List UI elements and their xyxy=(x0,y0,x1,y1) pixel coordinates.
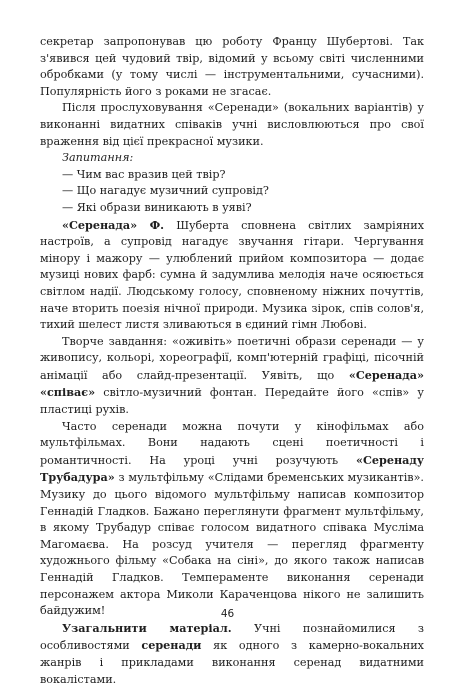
creative-task-text-1: Творче завдання: «оживіть» поетичні образи серенади — у живопису, кольорі, хореографії, комп'ютерній графіці, пісочній анімації або слайд-презентації. Уявіть, що xyxy=(40,334,424,382)
creative-task-bold: «Серенада» «співає» xyxy=(40,367,424,400)
question-item: — Чим вас вразив цей твір? xyxy=(62,167,226,181)
films-text-1: Часто серенади можна почути у кінофільмах або мультфільмах. Вони надають сцені поетичності і романтичності. На уроці учні розучують xyxy=(40,419,424,467)
paragraph-listening: Після прослуховування «Серенади» (вокальних варіантів) у виконанні видатних співаків учні висловлюються про свої враження від цієї прекрасної музики. xyxy=(40,101,424,148)
serenade-description-text: Шуберта сповнена світлих замріяних настроїв, а супровід нагадує звучання гітари. Чергування мінору і мажору — улюблений прийом композитора — додає музиці нових фарб: сумна й задумлива мелодія наче осяюється світлом надії. Людському голосу, сповненому ніжних почуттів, наче вторить поезія нічної природи. Музика зірок, спів солов'я, тихий шелест листя зливаються в єдиний гімн Любові. xyxy=(40,218,424,332)
page-body xyxy=(40,34,424,688)
creative-task-text-2: світло-музичний фонтан. Передайте його «спів» у пластиці рухів. xyxy=(40,386,424,417)
summary-heading-bold: Узагальнити матеріал. xyxy=(62,620,232,635)
paragraph-films xyxy=(40,419,424,620)
questions-heading: Запитання: xyxy=(62,151,134,165)
paragraph-serenade-description xyxy=(40,217,424,334)
page-number: 46 xyxy=(220,608,235,620)
serenade-term-bold: серенади xyxy=(141,638,202,653)
films-text-2: з мультфільму «Слідами бременських музикантів». Музику до цього відомого мультфільму написав композитор Геннадій Гладков. Бажано переглянути фрагмент мультфільму, в якому Трубадур співає голосом видатного співака Муслiма Магомаєва. На розсуд учителя — перегляд фрагменту художнього фільму «Собака на сіні», до якого також написав Геннадій Гладков. Темпераменте виконання серенади персонажем актора Миколи Караченцова нікого не залишить байдужим! xyxy=(40,471,424,618)
paragraph-summary xyxy=(40,620,424,688)
troubadour-serenade-bold: «Серенаду Трубадура» xyxy=(40,452,424,485)
summary-text-1: Учні познайомилися з особливостями xyxy=(40,621,424,653)
paragraph-intro: секретар запропонував цю роботу Францу Шубертові. Так з'явився цей чудовий твір, відомий у всьому світі численними обробками (у тому числі — інструментальними, сучасними). Популярність його з роками не згасає. xyxy=(40,35,424,98)
question-item: — Що нагадує музичний супровід? xyxy=(62,184,269,198)
summary-text-2: як одного з камерно-вокальних жанрів і прикладами виконання серенад видатними вокалістами. xyxy=(40,639,424,686)
paragraph-creative-task xyxy=(40,334,424,419)
question-item: — Які образи виникають в уяві? xyxy=(62,200,252,214)
serenade-title-bold: «Серенада» Ф. xyxy=(62,217,165,232)
